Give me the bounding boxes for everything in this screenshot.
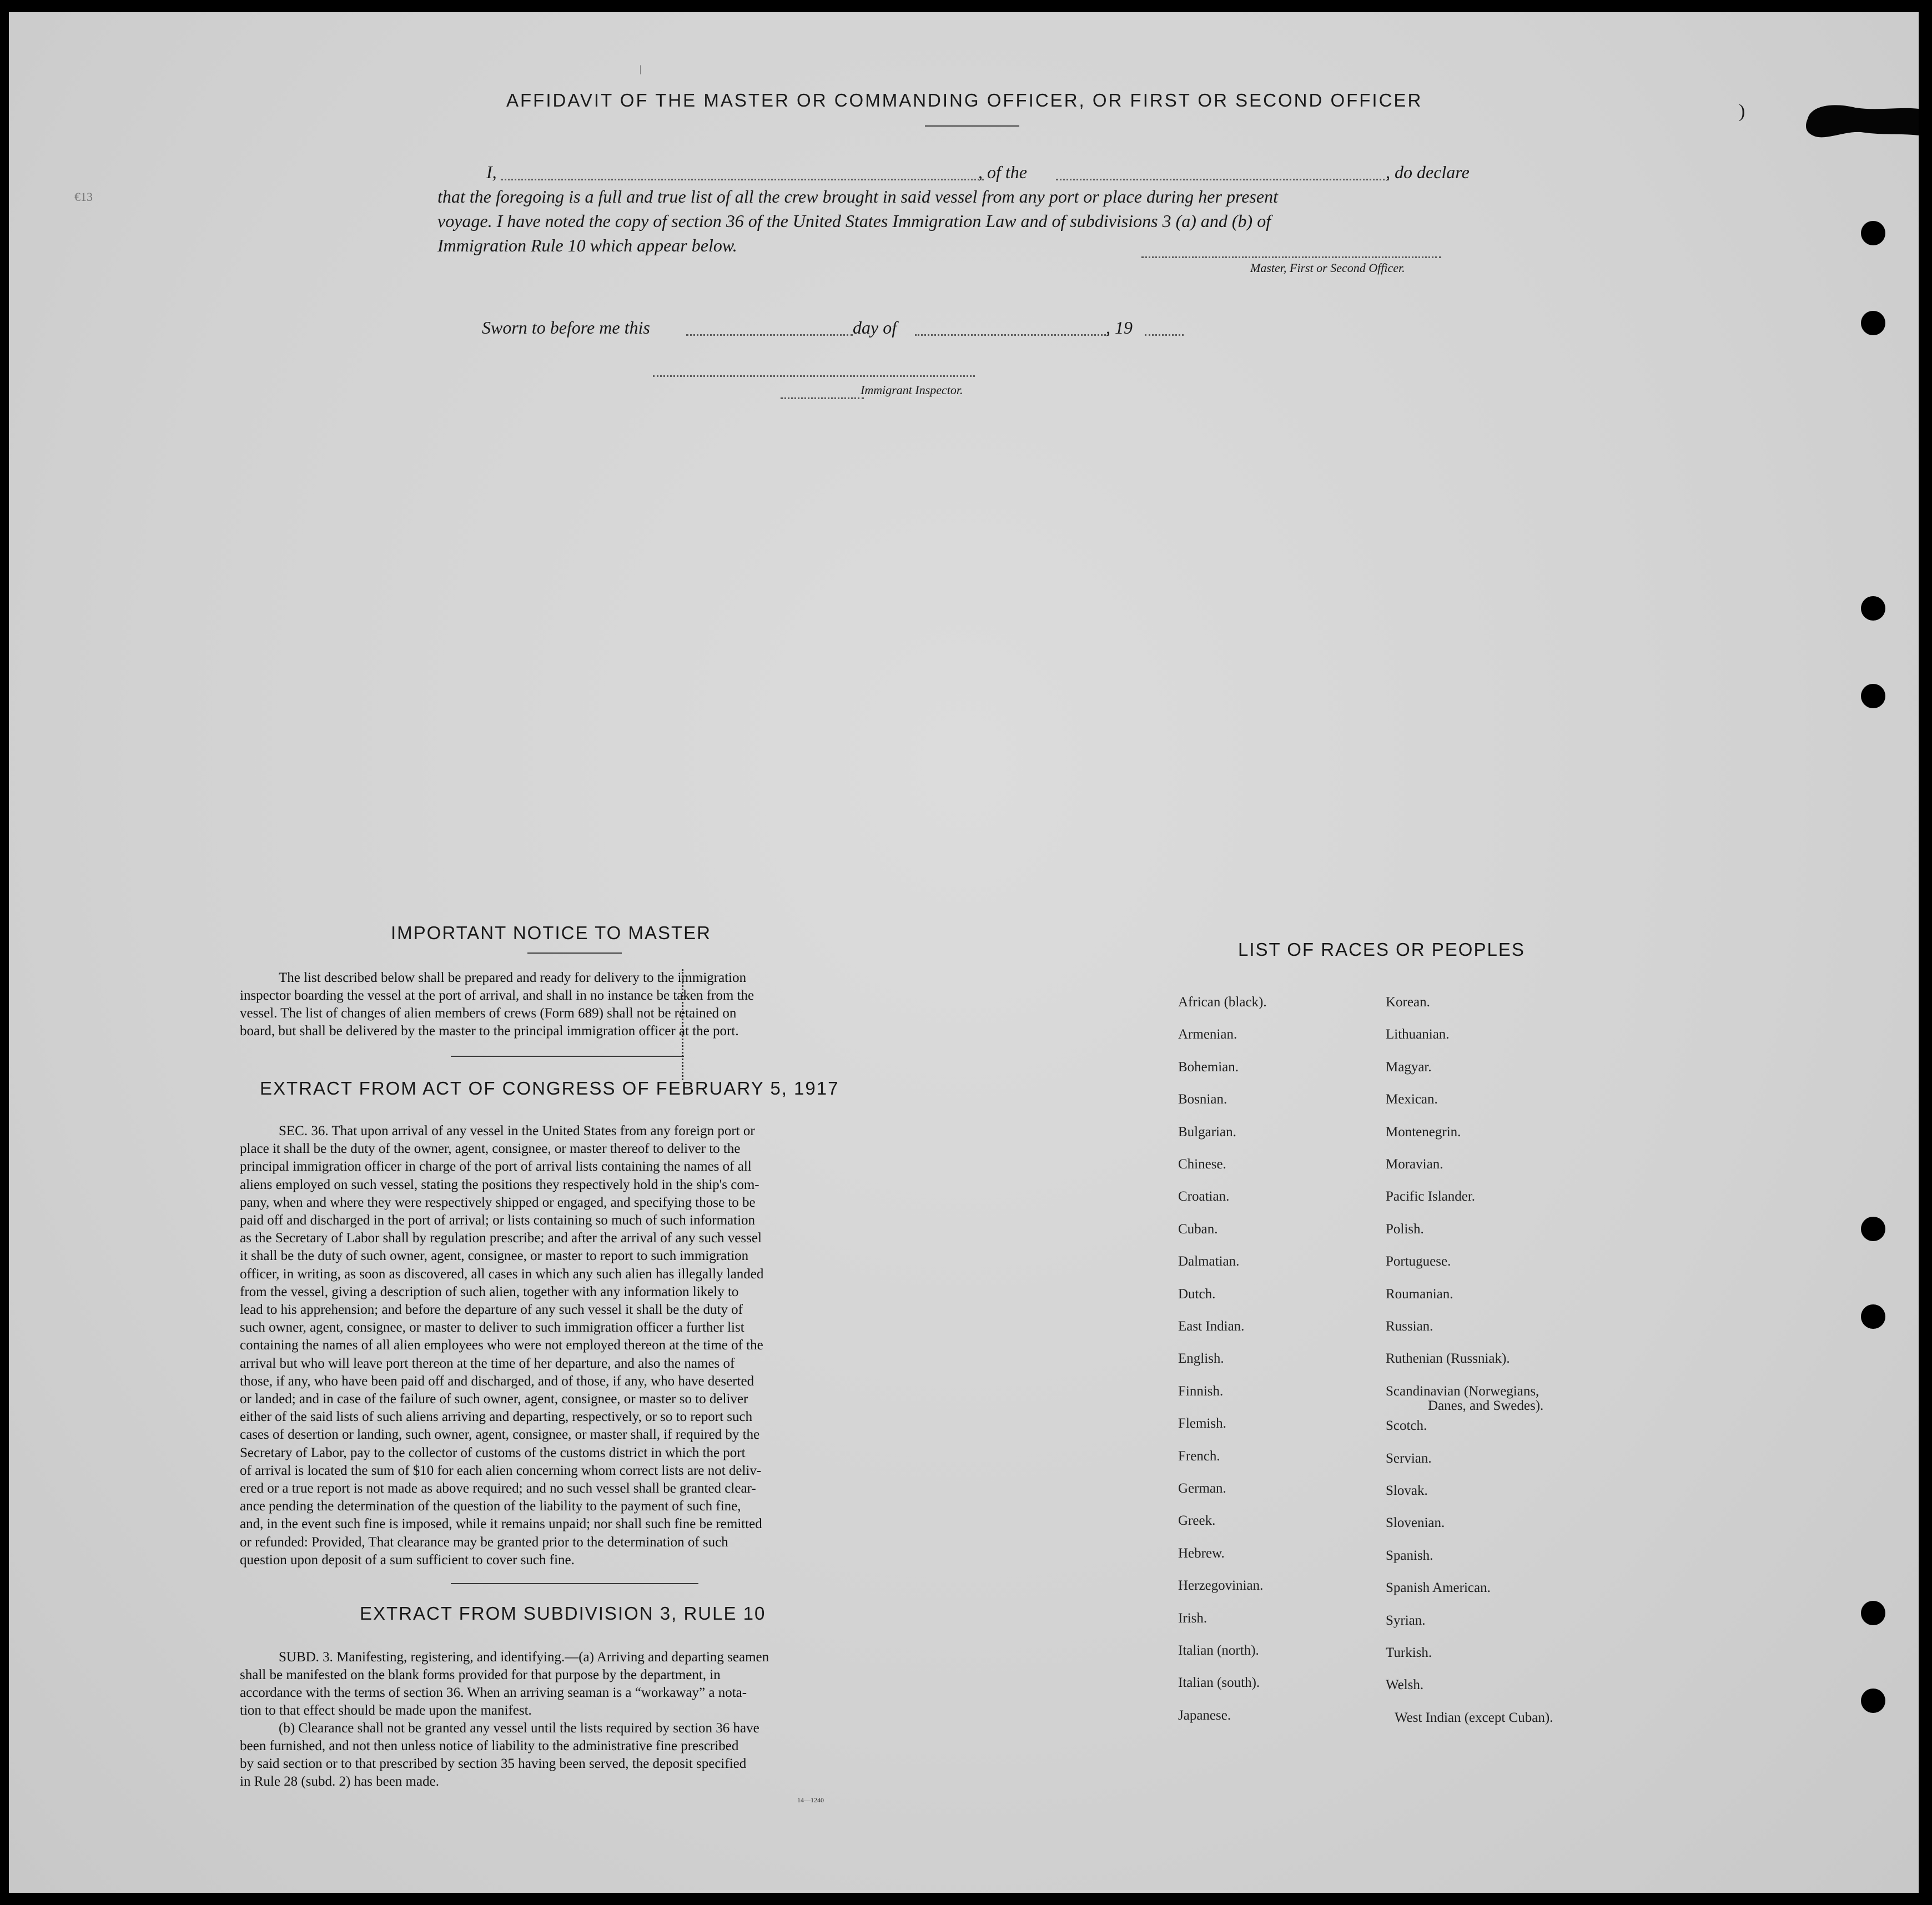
race-item: East Indian. xyxy=(1178,1319,1245,1334)
race-item: Welsh. xyxy=(1386,1677,1424,1693)
rule-line: (b) Clearance shall not be granted any vessel until the lists required by section 36 have xyxy=(279,1721,759,1736)
margin-bracket-mark: ) xyxy=(1739,101,1745,122)
rule-line: been furnished, and not then unless notice of liability to the administrative fine prescribed xyxy=(240,1738,739,1753)
notice-title: IMPORTANT NOTICE TO MASTER xyxy=(391,923,712,943)
race-item: Spanish American. xyxy=(1386,1580,1491,1596)
act-line: aliens employed on such vessel, stating the positions they respectively hold in the ship's com- xyxy=(240,1177,759,1192)
race-item: Japanese. xyxy=(1178,1707,1231,1723)
act-line: officer, in writing, as soon as discovered, all cases in which any such alien has illegally landed xyxy=(240,1266,764,1282)
act-line: arrival but who will leave port thereon at the time of her departure, and also the names of xyxy=(240,1355,735,1371)
act-line: question upon deposit of a sum sufficient to cover such fine. xyxy=(240,1552,575,1568)
race-item: Dutch. xyxy=(1178,1286,1216,1302)
rule-line: by said section or to that prescribed by section 35 having been served, the deposit specified xyxy=(240,1756,747,1771)
title-underline xyxy=(925,125,1019,127)
punch-hole xyxy=(1861,221,1885,245)
rule-line: shall be manifested on the blank forms provided for that purpose by the department, in xyxy=(240,1667,721,1682)
notice-body xyxy=(240,969,888,1040)
act-line: ance pending the determination of the question of the liability to the payment of such fine, xyxy=(240,1499,741,1514)
race-item: Dalmatian. xyxy=(1178,1254,1240,1269)
race-item: Chinese. xyxy=(1178,1157,1226,1172)
act-line: those, if any, who have been paid off and discharged, and of those, if any, who have deserted xyxy=(240,1373,754,1389)
race-item: French. xyxy=(1178,1448,1220,1464)
race-item: Slovak. xyxy=(1386,1483,1428,1498)
center-tick-mark: | xyxy=(640,63,642,74)
race-item: Cuban. xyxy=(1178,1221,1218,1237)
race-item: English. xyxy=(1178,1351,1224,1367)
declaration-line-3: Immigration Rule 10 which appear below. xyxy=(437,235,737,255)
punch-hole xyxy=(1861,596,1885,621)
act-line: as the Secretary of Labor shall by regulation prescribe; and after the arrival of any such vessel xyxy=(240,1231,762,1246)
act-extract-body xyxy=(240,1122,888,1569)
race-item: Servian. xyxy=(1386,1450,1432,1466)
act-line: and, in the event such fine is imposed, while it remains unpaid; nor shall such fine be remitted xyxy=(240,1516,762,1532)
vessel-name-field[interactable] xyxy=(1056,179,1389,180)
act-line: such owner, agent, consignee, or master to deliver to such immigration officer a further list xyxy=(240,1320,744,1335)
affidavit-title: AFFIDAVIT OF THE MASTER OR COMMANDING OFFICER, OR FIRST OR SECOND OFFICER xyxy=(506,90,1423,110)
form-sheet xyxy=(9,12,1919,1893)
act-separator xyxy=(451,1583,698,1584)
form-number: 14—1240 xyxy=(797,1796,824,1804)
act-line: or refunded: Provided, That clearance may be granted prior to the determination of such xyxy=(240,1534,728,1550)
race-item: Italian (south). xyxy=(1178,1675,1260,1691)
notice-separator xyxy=(451,1056,684,1057)
race-item: Lithuanian. xyxy=(1386,1027,1450,1042)
rule-extract-body xyxy=(240,1649,888,1791)
sworn-day-field[interactable] xyxy=(686,334,853,336)
race-item: Bohemian. xyxy=(1178,1059,1239,1075)
race-item: West Indian (except Cuban). xyxy=(1395,1710,1553,1725)
act-line: pany, when and where they were respectively shipped or engaged, and specifying those to be xyxy=(240,1195,756,1210)
officer-signature-caption: Master, First or Second Officer. xyxy=(1250,261,1405,275)
punch-hole xyxy=(1861,1304,1885,1329)
declarant-label: I, xyxy=(486,162,497,182)
race-item: Magyar. xyxy=(1386,1059,1432,1075)
sworn-year-field[interactable] xyxy=(1145,334,1184,336)
race-item: Greek. xyxy=(1178,1513,1216,1529)
act-line: place it shall be the duty of the owner, agent, consignee, or master thereof to deliver to the xyxy=(240,1141,741,1157)
race-item: Finnish. xyxy=(1178,1383,1224,1399)
race-item: Portuguese. xyxy=(1386,1254,1451,1269)
act-extract-title: EXTRACT FROM ACT OF CONGRESS OF FEBRUARY 5, 1917 xyxy=(260,1078,839,1098)
act-line: from the vessel, giving a description of such alien, together with any information likely to xyxy=(240,1284,739,1299)
race-item: Spanish. xyxy=(1386,1548,1433,1563)
punch-hole xyxy=(1861,311,1885,335)
act-line: cases of desertion or landing, such owner, agent, consignee, or master shall, if required by the xyxy=(240,1427,760,1443)
rule-line: SUBD. 3. Manifesting, registering, and identifying.—(a) Arriving and departing seamen xyxy=(279,1650,769,1665)
notice-title-underline xyxy=(527,953,622,954)
race-item-continuation: Danes, and Swedes). xyxy=(1428,1398,1544,1413)
margin-pencil-mark: €13 xyxy=(74,190,93,204)
notice-line: board, but shall be delivered by the master to the principal immigration officer at the port. xyxy=(240,1024,739,1039)
race-item: Slovenian. xyxy=(1386,1515,1445,1531)
race-item: Flemish. xyxy=(1178,1416,1226,1432)
fold-mark xyxy=(682,969,686,1080)
rule-line: accordance with the terms of section 36. When an arriving seaman is a “workaway” a nota- xyxy=(240,1685,747,1700)
notice-line: The list described below shall be prepared and ready for delivery to the immigration xyxy=(279,970,747,985)
act-line: SEC. 36. That upon arrival of any vessel in the United States from any foreign port or xyxy=(279,1123,755,1138)
inspector-caption: Immigrant Inspector. xyxy=(861,383,963,397)
sworn-label: Sworn to before me this xyxy=(482,318,650,337)
race-item: Bulgarian. xyxy=(1178,1124,1236,1140)
race-item: Syrian. xyxy=(1386,1612,1426,1628)
act-line: or landed; and in case of the failure of such owner, agent, consignee, or master so to deliver xyxy=(240,1392,748,1407)
races-title: LIST OF RACES OR PEOPLES xyxy=(1238,939,1525,960)
act-line: of arrival is located the sum of $10 for each alien concerning whom correct lists are not deliv- xyxy=(240,1463,762,1478)
rule-extract-title: EXTRACT FROM SUBDIVISION 3, RULE 10 xyxy=(360,1603,766,1624)
rule-line: tion to that effect should be made upon the manifest. xyxy=(240,1703,532,1718)
sworn-month-field[interactable] xyxy=(915,334,1109,336)
do-declare-label: , do declare xyxy=(1386,162,1470,182)
act-line: lead to his apprehension; and before the departure of any such vessel it shall be the duty of xyxy=(240,1302,743,1318)
of-the-label: , of the xyxy=(978,162,1027,182)
notice-line: vessel. The list of changes of alien members of crews (Form 689) shall not be retained on xyxy=(240,1006,737,1021)
race-item: Scandinavian (Norwegians, xyxy=(1386,1383,1539,1399)
race-item: Italian (north). xyxy=(1178,1643,1259,1658)
race-item: African (black). xyxy=(1178,995,1267,1010)
race-item: Armenian. xyxy=(1178,1027,1237,1042)
race-item: Turkish. xyxy=(1386,1645,1432,1660)
race-item: Montenegrin. xyxy=(1386,1124,1461,1140)
race-item: Ruthenian (Russniak). xyxy=(1386,1351,1510,1367)
punch-hole xyxy=(1861,1689,1885,1713)
race-item: Pacific Islander. xyxy=(1386,1189,1476,1205)
race-item: Russian. xyxy=(1386,1319,1433,1334)
race-item: German. xyxy=(1178,1481,1226,1496)
rule-line: in Rule 28 (subd. 2) has been made. xyxy=(240,1774,439,1789)
race-item: Bosnian. xyxy=(1178,1092,1227,1107)
act-line: it shall be the duty of such owner, agent, consignee, or master to report to such immigration xyxy=(240,1248,749,1264)
act-line: Secretary of Labor, pay to the collector of customs of the customs district in which the port xyxy=(240,1445,746,1460)
race-item: Scotch. xyxy=(1386,1418,1427,1434)
act-line: either of the said lists of such aliens arriving and departing, respectively, or so to report such xyxy=(240,1409,753,1425)
inspector-signature-field[interactable] xyxy=(653,375,975,377)
declaration-line-2: voyage. I have noted the copy of section 36 of the United States Immigration Law and of subdivisions 3 (a) and (b) of xyxy=(437,211,1271,231)
notice-line: inspector boarding the vessel at the port of arrival, and shall in no instance be taken from the xyxy=(240,988,754,1003)
race-item: Mexican. xyxy=(1386,1092,1438,1107)
punch-hole xyxy=(1861,1217,1885,1241)
race-item: Herzegovinian. xyxy=(1178,1578,1264,1594)
day-of-label: day of xyxy=(853,318,897,337)
race-item: Roumanian. xyxy=(1386,1286,1453,1302)
inspector-dots xyxy=(781,397,864,399)
ink-blot-mark xyxy=(1800,97,1919,147)
punch-hole xyxy=(1861,684,1885,708)
race-item: Moravian. xyxy=(1386,1157,1443,1172)
race-item: Hebrew. xyxy=(1178,1545,1225,1561)
year-label: , 19 xyxy=(1106,318,1133,337)
act-line: ered or a true report is not made as above required; and no such vessel shall be granted clear- xyxy=(240,1481,756,1496)
punch-hole xyxy=(1861,1601,1885,1625)
declarant-name-field[interactable] xyxy=(501,179,984,180)
race-item: Polish. xyxy=(1386,1221,1424,1237)
officer-signature-field[interactable] xyxy=(1141,256,1441,258)
act-line: principal immigration officer in charge of the port of arrival lists containing the names of all xyxy=(240,1159,752,1175)
act-line: paid off and discharged in the port of arrival; or lists containing so much of such information xyxy=(240,1213,756,1228)
race-item: Croatian. xyxy=(1178,1189,1230,1205)
act-line: containing the names of all alien employees who were not employed thereon at the time of the xyxy=(240,1338,763,1353)
declaration-line-1: that the foregoing is a full and true list of all the crew brought in said vessel from any port or place during her present xyxy=(437,187,1278,206)
race-item: Korean. xyxy=(1386,995,1430,1010)
race-item: Irish. xyxy=(1178,1610,1208,1626)
